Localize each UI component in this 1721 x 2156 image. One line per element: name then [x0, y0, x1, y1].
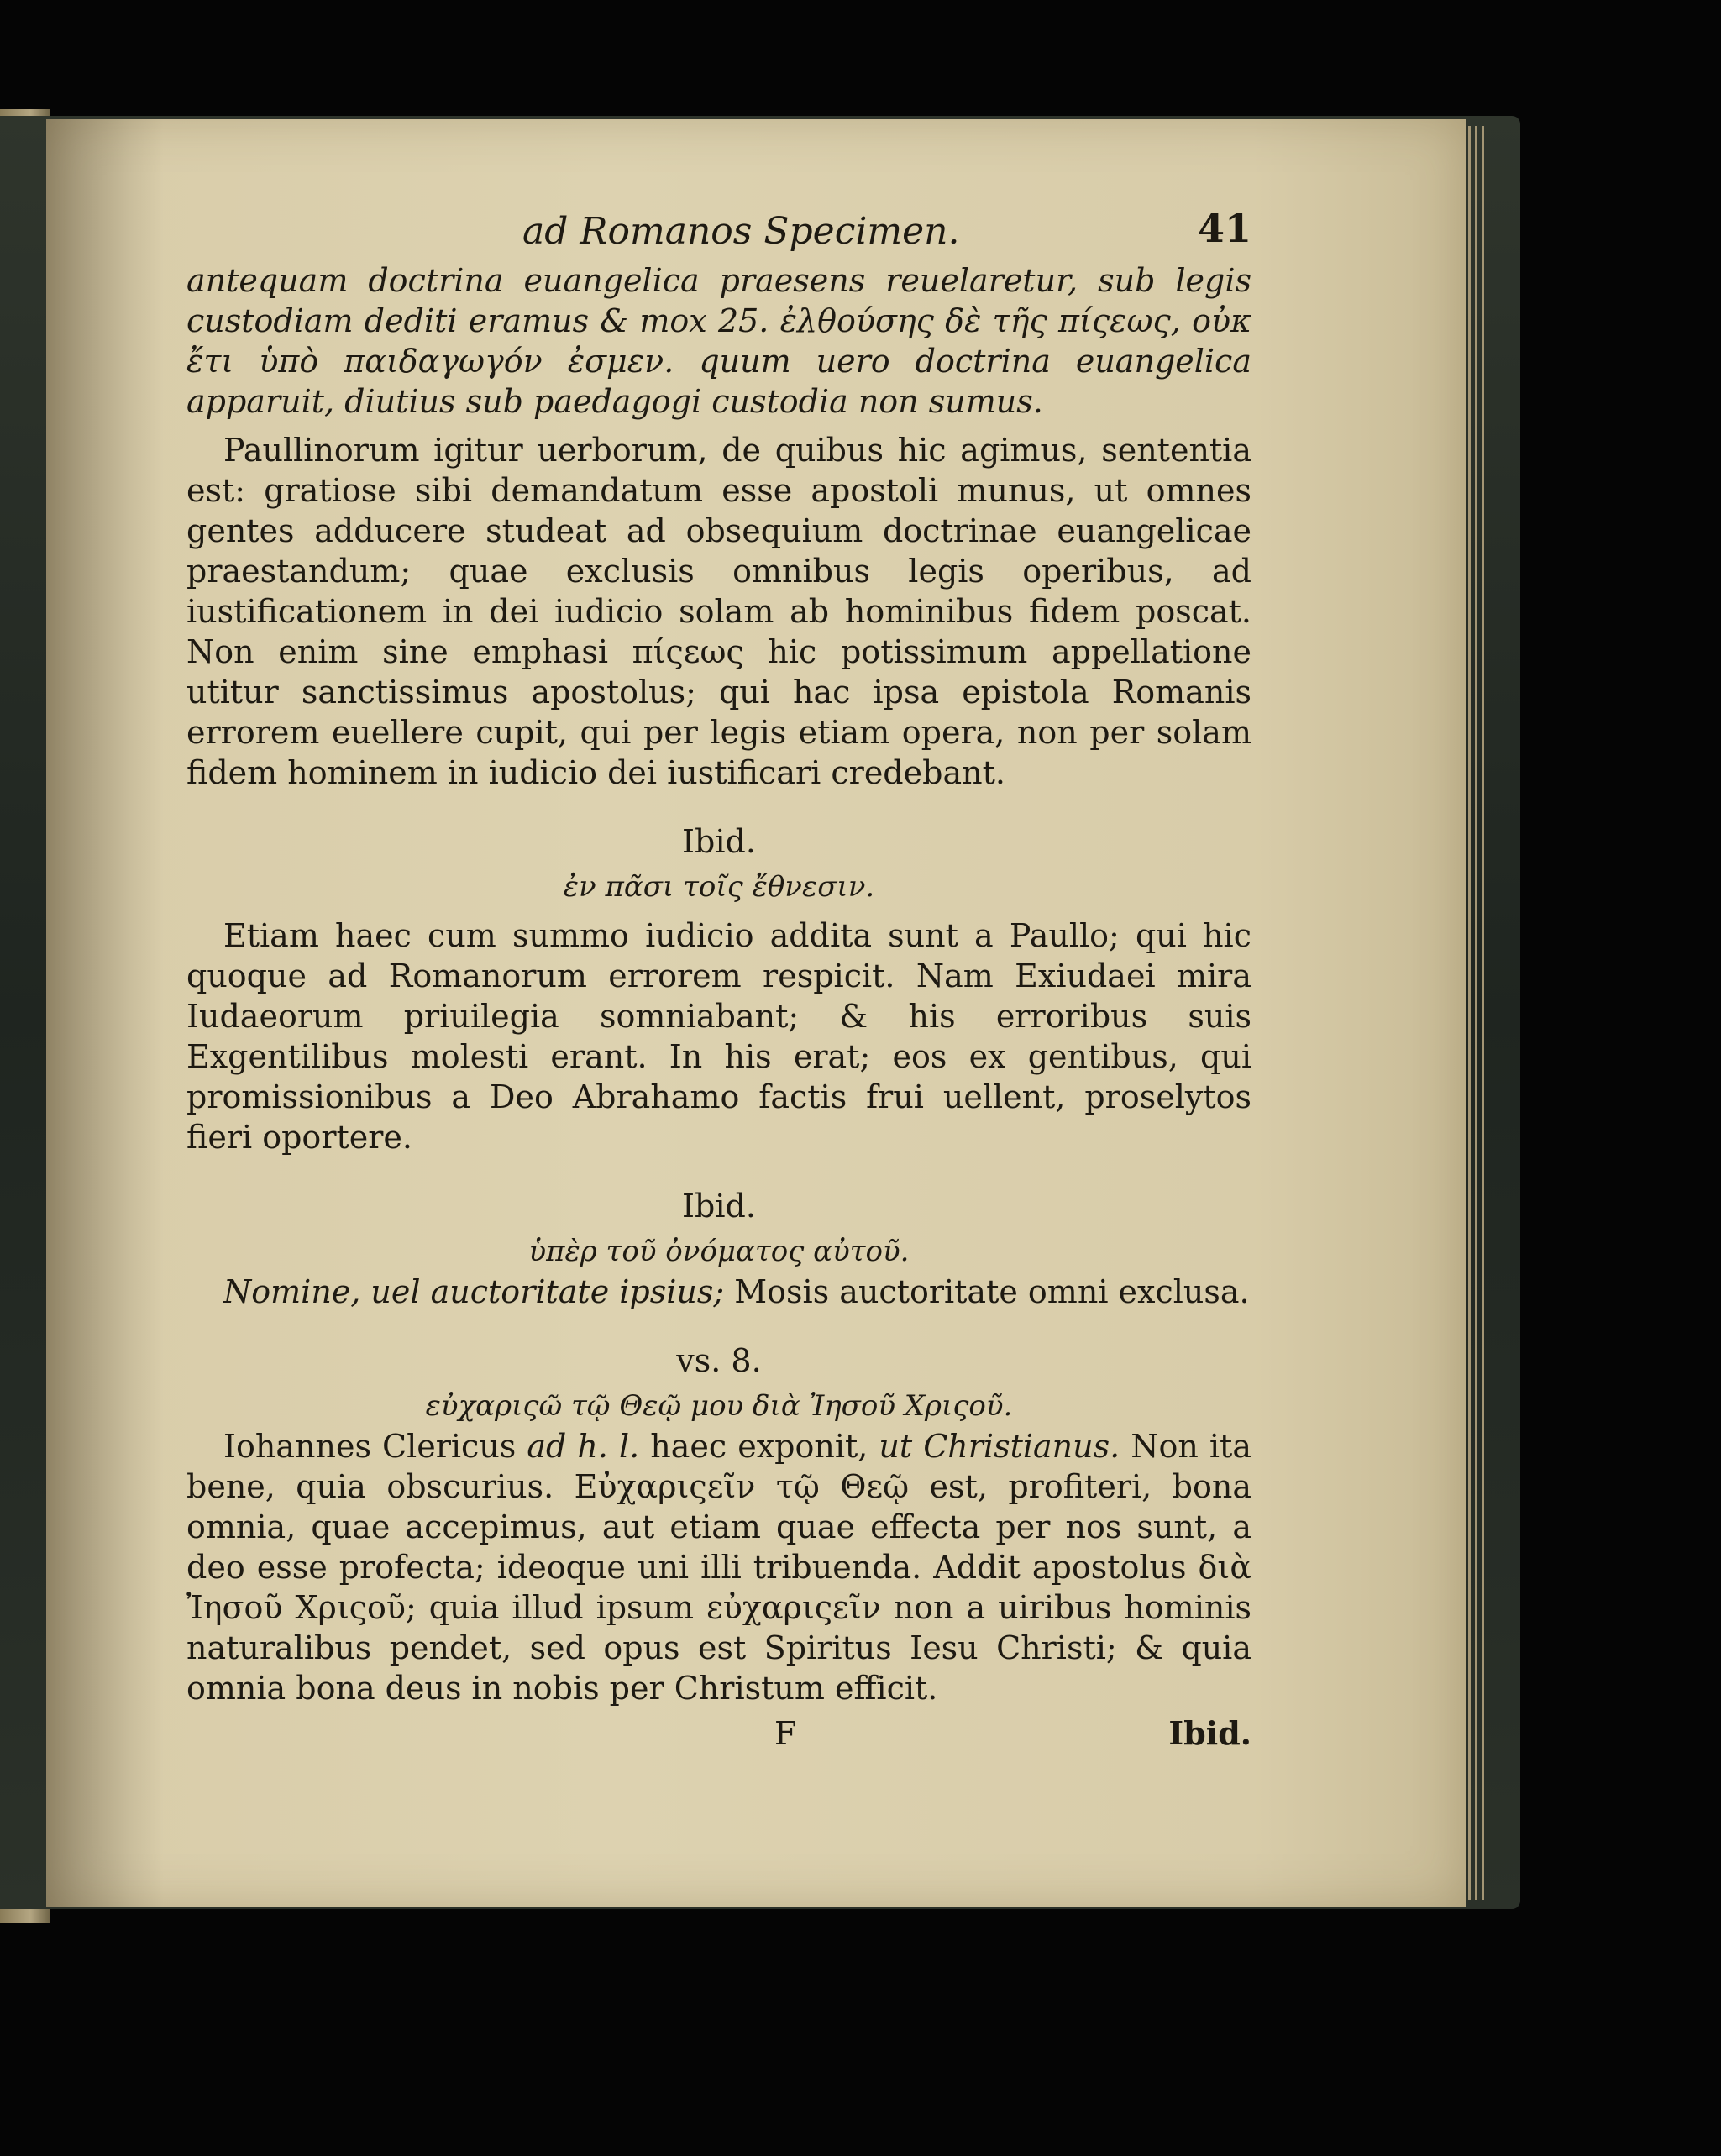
section-1-heading: Ibid. — [682, 823, 756, 860]
running-head-title: ad Romanos Specimen. — [522, 210, 960, 253]
section-3-text-c: Non ita bene, quia obscurius. Εὐχαριςεῖν τῷ Θεῷ est, profiteri, bona omnia, quae accepimus, aut etiam quae effecta per nos sunt, a deo esse profecta; ideoque uni illi tribuenda. Addit apostolus διὰ Ἰησοῦ Χριςοῦ; quia illud ipsum εὐχαριςεῖν non a uiribus hominis naturalibus pendet, sed opus est Spiritus Iesu Christi; & quia omnia bona deus in nobis per Christum efficit. — [186, 1428, 1251, 1707]
section-2-greek-lemma: ὑπὲρ τοῦ ὀνόματος αὐτοῦ. — [528, 1235, 910, 1268]
section-1-greek-lemma: ἐν πᾶσι τοῖς ἔθνεσιν. — [563, 870, 875, 904]
section-2-text — [186, 1272, 1251, 1312]
page-text-block — [186, 202, 1251, 1764]
page-edge-3 — [1482, 126, 1484, 1900]
section-3-text-b: haec exponit, — [639, 1428, 879, 1465]
section-2-heading: Ibid. — [682, 1188, 756, 1225]
passage-intro: antequam doctrina euangelica praesens reuelaretur, sub legis custodiam dediti eramus & mox 25. ἐλθούσης δὲ τῆς πίςεως, οὐκ ἔτι ὑπὸ παιδαγωγόν ἐσμεν. quum uero doctrina euangelica apparuit, diutius sub paedagogi custodia non sumus. — [186, 262, 1251, 420]
page-number: 41 — [1197, 206, 1251, 251]
catchword: Ibid. — [1168, 1714, 1251, 1752]
section-2-text-rest: Mosis auctoritate omni exclusa. — [724, 1273, 1250, 1310]
section-3-heading: vs. 8. — [676, 1342, 762, 1379]
section-3-text-a: Iohannes Clericus — [223, 1428, 527, 1465]
paragraph-1: Paullinorum igitur uerborum, de quibus hic agimus, sententia est: gratiose sibi demandatum esse apostoli munus, ut omnes gentes adducere studeat ad obsequium doctrinae euangelicae praestandum; quae exclusis omnibus legis operibus, ad iustificationem in dei iudicio solam ab hominibus fidem poscat. Non enim sine emphasi πίςεως hic potissimum appellatione utitur sanctissimus apostolus; qui hac ipsa epistola Romanis errorem euellere cupit, qui per legis etiam opera, non per solam fidem hominem in iudicio dei iustificari credebant. — [186, 432, 1251, 791]
section-1-text: Etiam haec cum summo iudicio addita sunt a Paullo; qui hic quoque ad Romanorum errorem respicit. Nam Exiudaei mira Iudaeorum priuilegia somniabant; & his erroribus suis Exgentilibus molesti erant. In his erat; eos ex gentibus, qui promissionibus a Deo Abrahamo factis frui uellent, proselytos fieri oportere. — [186, 917, 1251, 1156]
page-edge-2 — [1475, 126, 1477, 1900]
section-3-text-a-italic: ad h. l. — [527, 1428, 640, 1465]
section-2-text-italic: Nomine, uel auctoritate ipsius; — [223, 1273, 725, 1310]
signature-mark: F — [774, 1715, 797, 1752]
section-3-greek-lemma: εὐχαριςῶ τῷ Θεῷ μου διὰ Ἰησοῦ Χριςοῦ. — [425, 1389, 1013, 1423]
gutter-shadow — [46, 119, 164, 1907]
running-head — [186, 202, 1251, 260]
page-footer — [186, 1713, 1251, 1764]
section-3-text — [186, 1426, 1251, 1708]
page-edge-1 — [1468, 126, 1471, 1900]
section-3-text-b-italic: ut Christianus. — [879, 1428, 1120, 1465]
